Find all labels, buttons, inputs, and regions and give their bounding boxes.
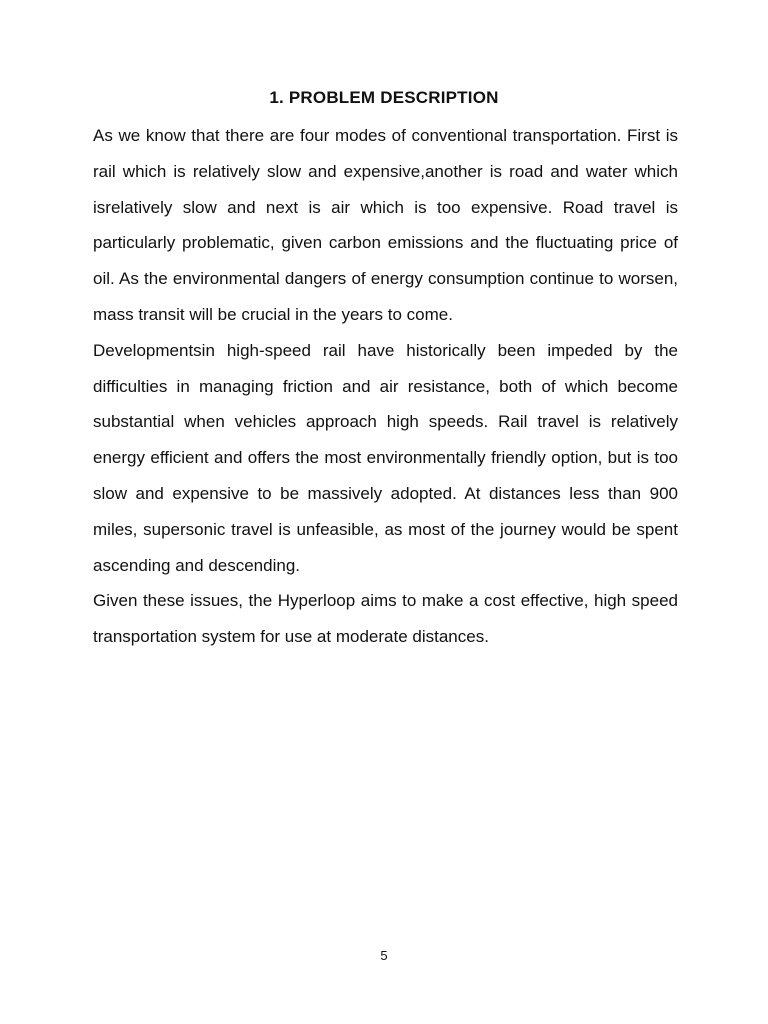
paragraph-high-speed-rail: Developmentsin high-speed rail have historically been impeded by the difficulties in managing friction and air resistance, both of which become substantial when vehicles approach high speeds. Rail travel is relatively energy efficient and offers the most environmentally friendly option, but is too slow and expensive to be massively adopted. At distances less than 900 miles, supersonic travel is unfeasible, as most of the journey would be spent ascending and descending. [93,340,678,575]
page-number: 5 [380,948,388,963]
section-heading: 1. PROBLEM DESCRIPTION [269,88,499,107]
body-text [93,118,678,655]
paragraph-transport-modes: As we know that there are four modes of conventional transportation. First is rail which is relatively slow and expensive,another is road and water which isrelatively slow and next is air which is too expensive. Road travel is particularly problematic, given carbon emissions and the fluctuating price of oil. As the environmental dangers of energy consumption continue to worsen, mass transit will be crucial in the years to come. [93,126,678,324]
paragraph-hyperloop-aim: Given these issues, the Hyperloop aims to make a cost effective, high speed transportation system for use at moderate distances. [93,591,678,647]
